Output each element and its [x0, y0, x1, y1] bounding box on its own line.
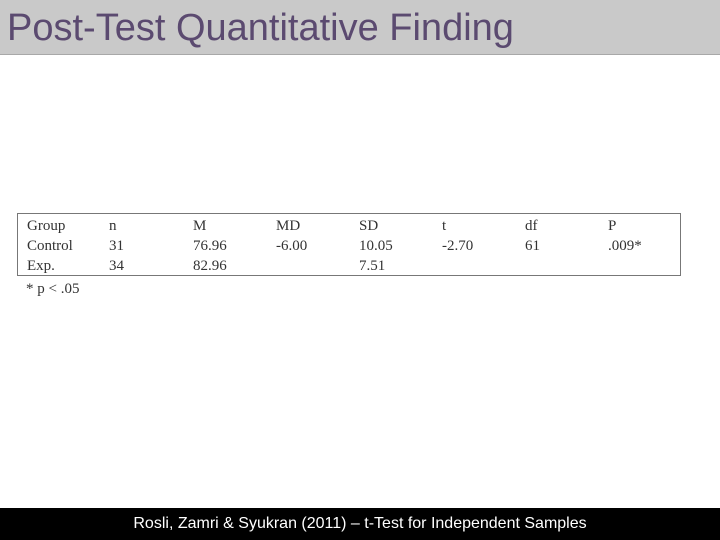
- cell-exp-sd: 7.51: [359, 258, 386, 274]
- cell-control-group: Control: [27, 238, 73, 254]
- header-sd: SD: [359, 218, 379, 234]
- cell-control-n: 31: [109, 238, 124, 254]
- header-n: n: [109, 218, 117, 234]
- cell-exp-n: 34: [109, 258, 124, 274]
- title-bar: [0, 0, 720, 55]
- header-t: t: [442, 218, 447, 234]
- cell-control-t: -2.70: [442, 238, 474, 254]
- header-group: Group: [27, 218, 66, 234]
- cell-control-md: -6.00: [276, 238, 308, 254]
- footer-bar: [0, 508, 720, 540]
- slide-title: Post-Test Quantitative Finding: [7, 7, 514, 49]
- cell-control-df: 61: [525, 238, 540, 254]
- header-md: MD: [276, 218, 301, 234]
- header-m: M: [193, 218, 207, 234]
- cell-control-sd: 10.05: [359, 238, 393, 254]
- cell-exp-m: 82.96: [193, 258, 227, 274]
- header-p: P: [608, 218, 617, 234]
- cell-exp-group: Exp.: [27, 258, 55, 274]
- table-footnote: * p < .05: [26, 281, 80, 297]
- cell-control-m: 76.96: [193, 238, 227, 254]
- footer-citation: Rosli, Zamri & Syukran (2011) – t-Test for Independent Samples: [133, 515, 587, 532]
- header-df: df: [525, 218, 538, 234]
- cell-control-p: .009*: [608, 238, 642, 254]
- statistics-table: [17, 213, 681, 276]
